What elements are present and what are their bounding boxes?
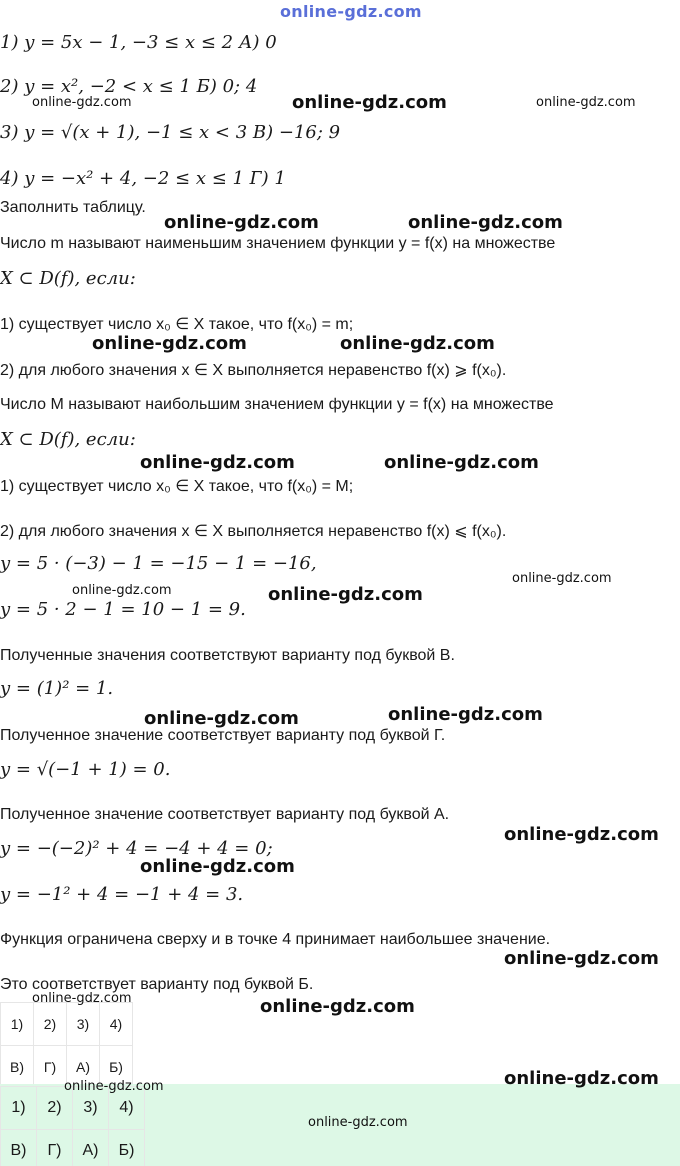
min-definition-line-2: X ⊂ D(f), если: bbox=[0, 268, 136, 289]
equation-1: y = 5 · (−3) − 1 = −15 − 1 = −16, bbox=[0, 553, 317, 574]
watermark: online-gdz.com bbox=[140, 452, 295, 473]
conclusion-1: Полученные значения соответствуют варианту под буквой В. bbox=[0, 647, 455, 664]
min-condition-2: 2) для любого значения x ∈ X выполняется неравенство f(x) ⩾ f(x₀). bbox=[0, 362, 507, 379]
table-cell: 3) bbox=[67, 1003, 100, 1046]
watermark: online-gdz.com bbox=[72, 583, 172, 598]
table-cell: 3) bbox=[73, 1087, 109, 1130]
watermark: online-gdz.com bbox=[64, 1079, 164, 1094]
task-line-2: 2) y = x², −2 < x ≤ 1 Б) 0; 4 bbox=[0, 76, 258, 97]
table-cell: 1) bbox=[1, 1003, 34, 1046]
conclusion-5: Это соответствует варианту под буквой Б. bbox=[0, 976, 314, 993]
max-definition-line-2: X ⊂ D(f), если: bbox=[0, 429, 136, 450]
max-definition-line-1: Число M называют наибольшим значением функции y = f(x) на множестве bbox=[0, 396, 554, 413]
equation-5: y = −(−2)² + 4 = −4 + 4 = 0; bbox=[0, 838, 273, 859]
max-condition-2: 2) для любого значения x ∈ X выполняется неравенство f(x) ⩽ f(x₀). bbox=[0, 523, 507, 540]
task-line-4: 4) y = −x² + 4, −2 ≤ x ≤ 1 Г) 1 bbox=[0, 168, 286, 189]
watermark: online-gdz.com bbox=[340, 333, 495, 354]
watermark: online-gdz.com bbox=[384, 452, 539, 473]
table-cell: Б) bbox=[109, 1130, 145, 1166]
watermark: online-gdz.com bbox=[408, 212, 563, 233]
table-cell: А) bbox=[67, 1046, 100, 1089]
equation-3: y = (1)² = 1. bbox=[0, 678, 114, 699]
table-cell: А) bbox=[73, 1130, 109, 1166]
answer-table bbox=[0, 1002, 133, 1089]
conclusion-2: Полученное значение соответствует варианту под буквой Г. bbox=[0, 727, 446, 744]
equation-4: y = √(−1 + 1) = 0. bbox=[0, 759, 171, 780]
final-answer-table bbox=[0, 1086, 145, 1166]
min-definition-line-1: Число m называют наименьшим значением функции y = f(x) на множестве bbox=[0, 235, 556, 252]
table-cell: Г) bbox=[34, 1046, 67, 1089]
watermark: online-gdz.com bbox=[388, 704, 543, 725]
equation-6: y = −1² + 4 = −1 + 4 = 3. bbox=[0, 884, 244, 905]
watermark: online-gdz.com bbox=[536, 95, 636, 110]
watermark: online-gdz.com bbox=[504, 824, 659, 845]
table-cell: 2) bbox=[34, 1003, 67, 1046]
table-cell: 4) bbox=[109, 1087, 145, 1130]
max-condition-1: 1) существует число x₀ ∈ X такое, что f(x₀) = M; bbox=[0, 478, 354, 495]
watermark: online-gdz.com bbox=[32, 95, 132, 110]
answer-table-header-row bbox=[1, 1003, 133, 1046]
instruction-text: Заполнить таблицу. bbox=[0, 199, 146, 216]
table-cell: Г) bbox=[37, 1130, 73, 1166]
table-cell: 4) bbox=[100, 1003, 133, 1046]
watermark: online-gdz.com bbox=[308, 1115, 408, 1130]
conclusion-3: Полученное значение соответствует варианту под буквой А. bbox=[0, 806, 450, 823]
watermark: online-gdz.com bbox=[268, 584, 423, 605]
conclusion-4: Функция ограничена сверху и в точке 4 принимает наибольшее значение. bbox=[0, 931, 551, 948]
final-table-value-row bbox=[1, 1130, 145, 1166]
site-logo: online-gdz.com bbox=[280, 2, 422, 21]
watermark: online-gdz.com bbox=[504, 1068, 659, 1089]
equation-2: y = 5 · 2 − 1 = 10 − 1 = 9. bbox=[0, 599, 246, 620]
watermark: online-gdz.com bbox=[164, 212, 319, 233]
table-cell: В) bbox=[1, 1130, 37, 1166]
table-cell: 1) bbox=[1, 1087, 37, 1130]
watermark: online-gdz.com bbox=[92, 333, 247, 354]
watermark: online-gdz.com bbox=[292, 92, 447, 113]
table-cell: Б) bbox=[100, 1046, 133, 1089]
table-cell: 2) bbox=[37, 1087, 73, 1130]
task-line-3: 3) y = √(x + 1), −1 ≤ x < 3 В) −16; 9 bbox=[0, 122, 341, 143]
task-line-1: 1) y = 5x − 1, −3 ≤ x ≤ 2 А) 0 bbox=[0, 32, 277, 53]
watermark: online-gdz.com bbox=[144, 708, 299, 729]
watermark: online-gdz.com bbox=[260, 996, 415, 1017]
watermark: online-gdz.com bbox=[512, 571, 612, 586]
watermark: online-gdz.com bbox=[140, 856, 295, 877]
min-condition-1: 1) существует число x₀ ∈ X такое, что f(x₀) = m; bbox=[0, 316, 354, 333]
table-cell: В) bbox=[1, 1046, 34, 1089]
watermark: online-gdz.com bbox=[32, 991, 132, 1006]
watermark: online-gdz.com bbox=[504, 948, 659, 969]
